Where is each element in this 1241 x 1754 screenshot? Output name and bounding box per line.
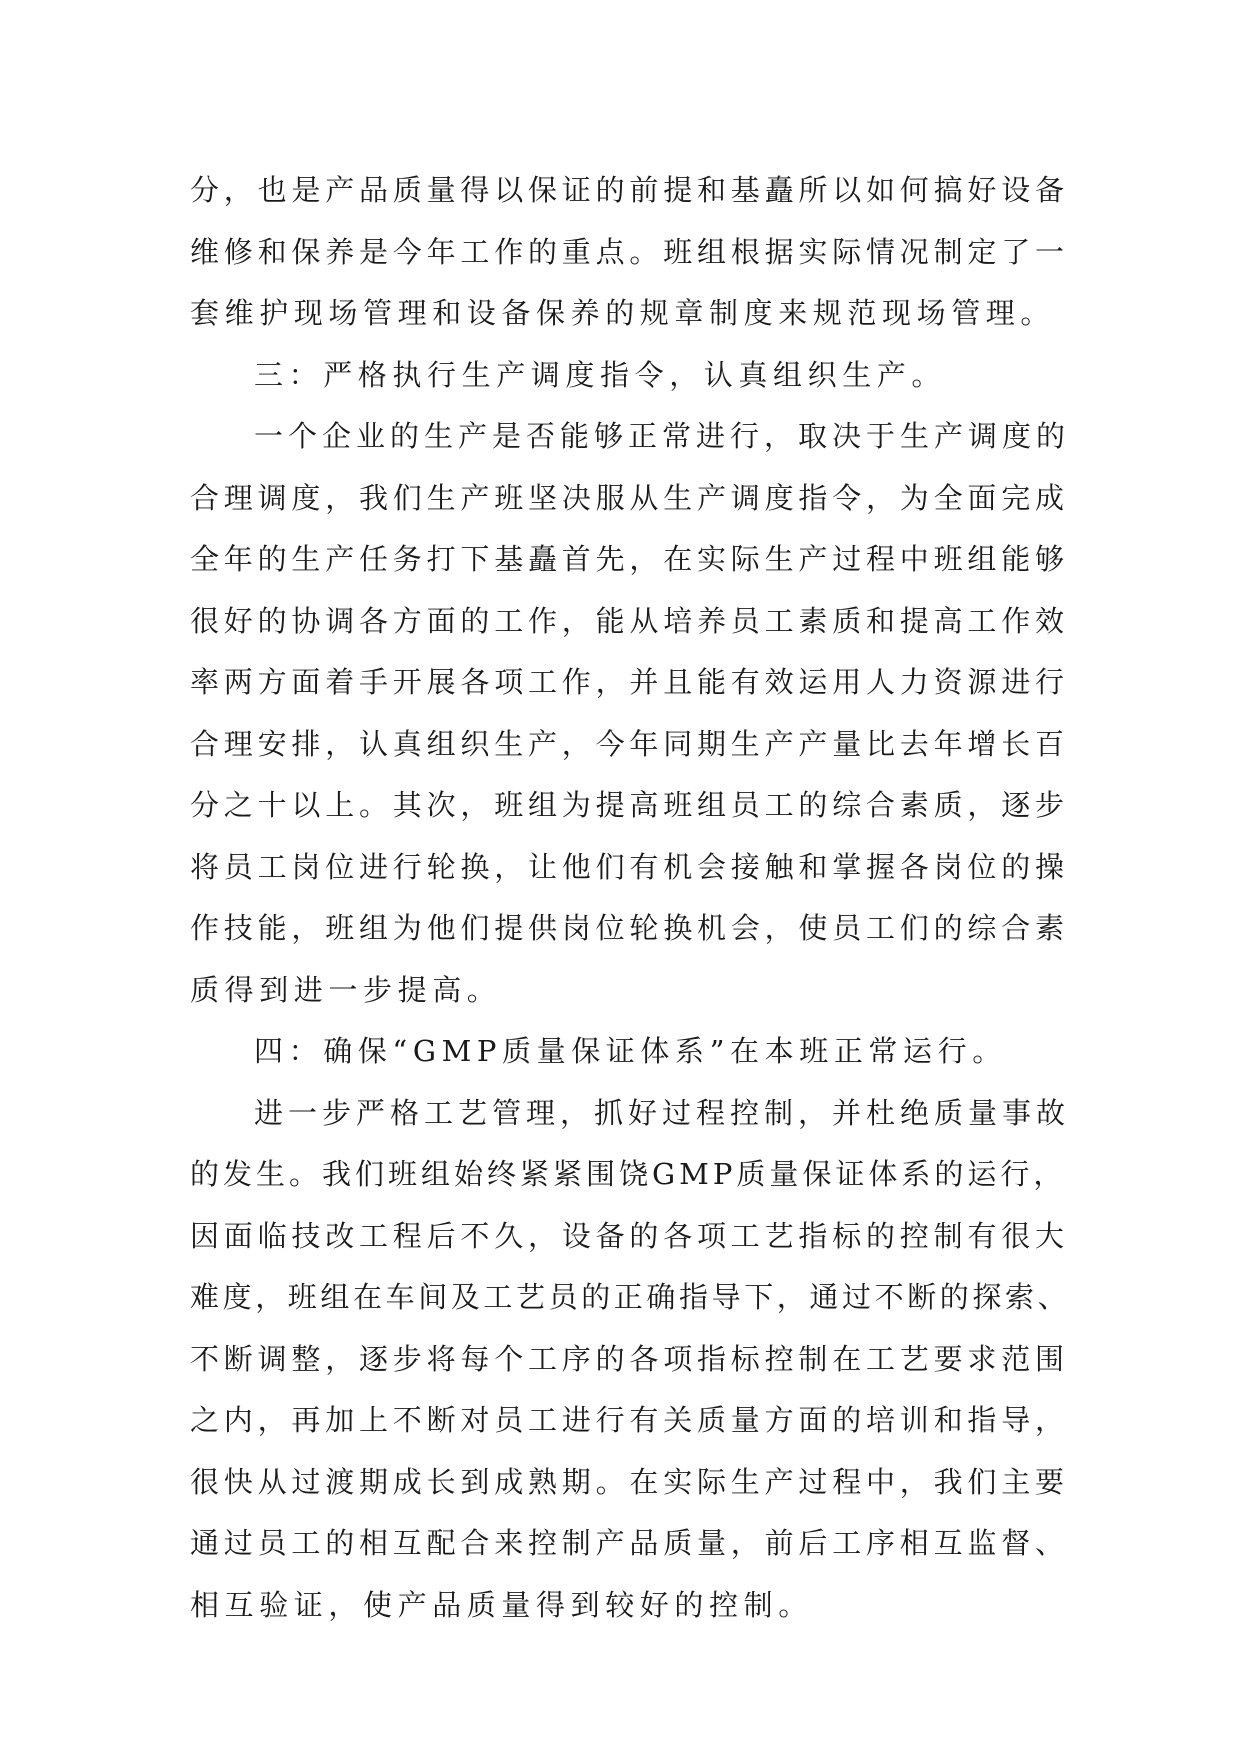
text-line: 合理安排，认真组织生产，今年同期生产产量比去年增长百 — [190, 726, 1069, 761]
text-line: 难度，班组在车间及工艺员的正确指导下，通过不断的探索、 — [190, 1280, 1071, 1314]
text-line: 很好的协调各方面的工作，能从培养员工素质和提高工作效 — [190, 603, 1069, 638]
document-body — [190, 160, 1070, 1636]
text-line: 全年的生产任务打下基矗首先，在实际生产过程中班组能够 — [190, 542, 1069, 576]
text-line: 合理调度，我们生产班坚决服从生产调度指令，为全面完成 — [190, 480, 1069, 515]
text-line: 分，也是产品质量得以保证的前提和基矗所以如何搞好设备 — [190, 173, 1069, 207]
section-heading-4: 四：确保“GMP质量保证体系”在本班正常运行。 — [254, 1034, 1007, 1068]
text-line: 的发生。我们班组始终紧紧围饶GMP质量保证体系的运行， — [190, 1157, 1067, 1191]
text-line: 质得到进一步提高。 — [190, 972, 502, 1007]
text-line: 进一步严格工艺管理，抓好过程控制，并杜绝质量事故 — [254, 1095, 1071, 1130]
text-line: 因面临技改工程后不久，设备的各项工艺指标的控制有很大 — [190, 1218, 1069, 1253]
text-line: 通过员工的相互配合来控制产品质量，前后工序相互监督、 — [190, 1526, 1069, 1560]
text-line: 很快从过渡期成长到成熟期。在实际生产过程中，我们主要 — [190, 1464, 1069, 1499]
text-line: 不断调整，逐步将每个工序的各项指标控制在工艺要求范围 — [190, 1341, 1069, 1376]
section-heading-3: 三：严格执行生产调度指令，认真组织生产。 — [254, 357, 947, 392]
text-line: 之内，再加上不断对员工进行有关质量方面的培训和指导， — [190, 1403, 1069, 1437]
text-line: 套维护现场管理和设备保养的规章制度来规范现场管理。 — [190, 296, 1056, 330]
text-line: 相互验证，使产品质量得到较好的控制。 — [190, 1587, 813, 1622]
text-line: 一个企业的生产是否能够正常进行，取决于生产调度的 — [254, 419, 1071, 453]
text-line: 维修和保养是今年工作的重点。班组根据实际情况制定了一 — [190, 234, 1069, 269]
text-line: 分之十以上。其次，班组为提高班组员工的综合素质，逐步 — [190, 788, 1069, 822]
text-line: 作技能，班组为他们提供岗位轮换机会，使员工们的综合素 — [190, 911, 1069, 945]
text-line: 将员工岗位进行轮换，让他们有机会接触和掌握各岗位的操 — [190, 849, 1069, 884]
text-line: 率两方面着手开展各项工作，并且能有效运用人力资源进行 — [190, 665, 1069, 699]
